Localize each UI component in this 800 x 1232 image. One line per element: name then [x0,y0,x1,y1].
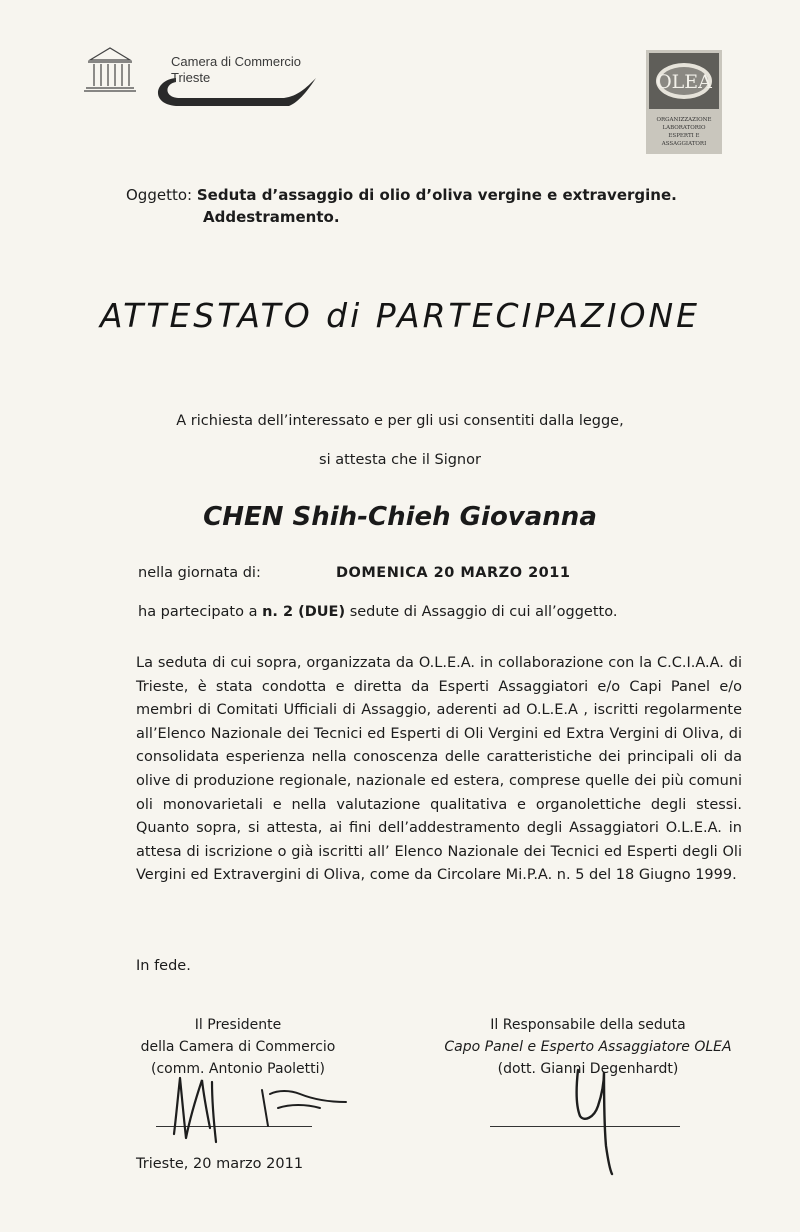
participation-line [138,604,617,620]
svg-text:LABORATORIO: LABORATORIO [662,125,706,131]
svg-text:ESPERTI E: ESPERTI E [668,133,700,139]
participation-suffix: sedute di Assaggio di cui all’oggetto. [349,604,618,620]
place-date: Trieste, 20 marzo 2011 [136,1156,304,1172]
chamber-name: Camera di Commercio [171,54,302,69]
closing-text: In fede. [136,958,191,974]
participant-name: CHEN Shih-Chieh Giovanna [203,502,597,532]
olea-logo [646,50,722,154]
subject-line-1: Seduta d’assaggio di olio d’oliva vergine e extravergine. [196,186,677,204]
svg-text:ORGANIZZAZIONE: ORGANIZZAZIONE [656,117,712,123]
chamber-city: Trieste [171,70,211,85]
body-paragraph: La seduta di cui sopra, organizzata da O.L.E.A. in collaborazione con la C.C.I.A.A. di Trieste, è stata condotta e diretta da Esperti Assaggiatori e/o Capi Panel e/o membri di Comitati Ufficiali di Assaggio, aderenti ad O.L.E.A , iscritti regolarmente all’Elenco Nazionale dei Tecnici ed Esperti di Oli Vergini ed Extra Vergini di Oliva, di consolidata esperienza nella conoscenza delle caratteristiche dei principali oli da olive di produzione regionale, nazionale ed estera, comprese quelle dei più comuni oli monovarietali e nella valutazione qualitativa e organolettiche degli stessi. Quanto sopra, si attesta, ai fini dell’addestramento degli Assaggiatori O.L.E.A. in attesa di iscrizione o già iscritti all’ Elenco Nazionale dei Tecnici ed Esperti degli Oli Vergini ed Extravergini di Oliva, come da Circolare Mi.P.A. n. 5 del 18 Giugno 1999. [136,655,742,884]
subject-label: Oggetto: [126,186,193,204]
svg-text:ASSAGGIATORI: ASSAGGIATORI [661,141,707,147]
signatory-left-org: della Camera di Commercio [140,1039,336,1055]
signatory-right-role: Capo Panel e Esperto Assaggiatore OLEA [444,1039,732,1055]
signatory-left-name: (comm. Antonio Paoletti) [151,1061,325,1077]
subject-line-2: Addestramento. [203,208,340,226]
date-label: nella giornata di: [138,565,261,581]
signature-left-scribble [150,1068,360,1148]
signature-right-scribble [560,1062,630,1178]
participation-count: n. 2 (DUE) [262,604,346,620]
chamber-of-commerce-logo [84,42,324,112]
signatory-right-title: Il Responsabile della seduta [490,1017,686,1033]
attest-line: si attesta che il Signor [319,452,481,468]
certificate-title: ATTESTATO di PARTECIPAZIONE [99,296,701,335]
subject-block [126,184,677,228]
signatory-right-name: (dott. Gianni Degenhardt) [497,1061,679,1077]
signatory-left-title: Il Presidente [194,1017,282,1033]
participation-prefix: ha partecipato a [138,604,258,620]
date-value: DOMENICA 20 MARZO 2011 [336,565,571,581]
request-line: A richiesta dell’interessato e per gli usi consentiti dalla legge, [176,413,624,429]
olea-logo-text: OLEA [656,71,712,93]
